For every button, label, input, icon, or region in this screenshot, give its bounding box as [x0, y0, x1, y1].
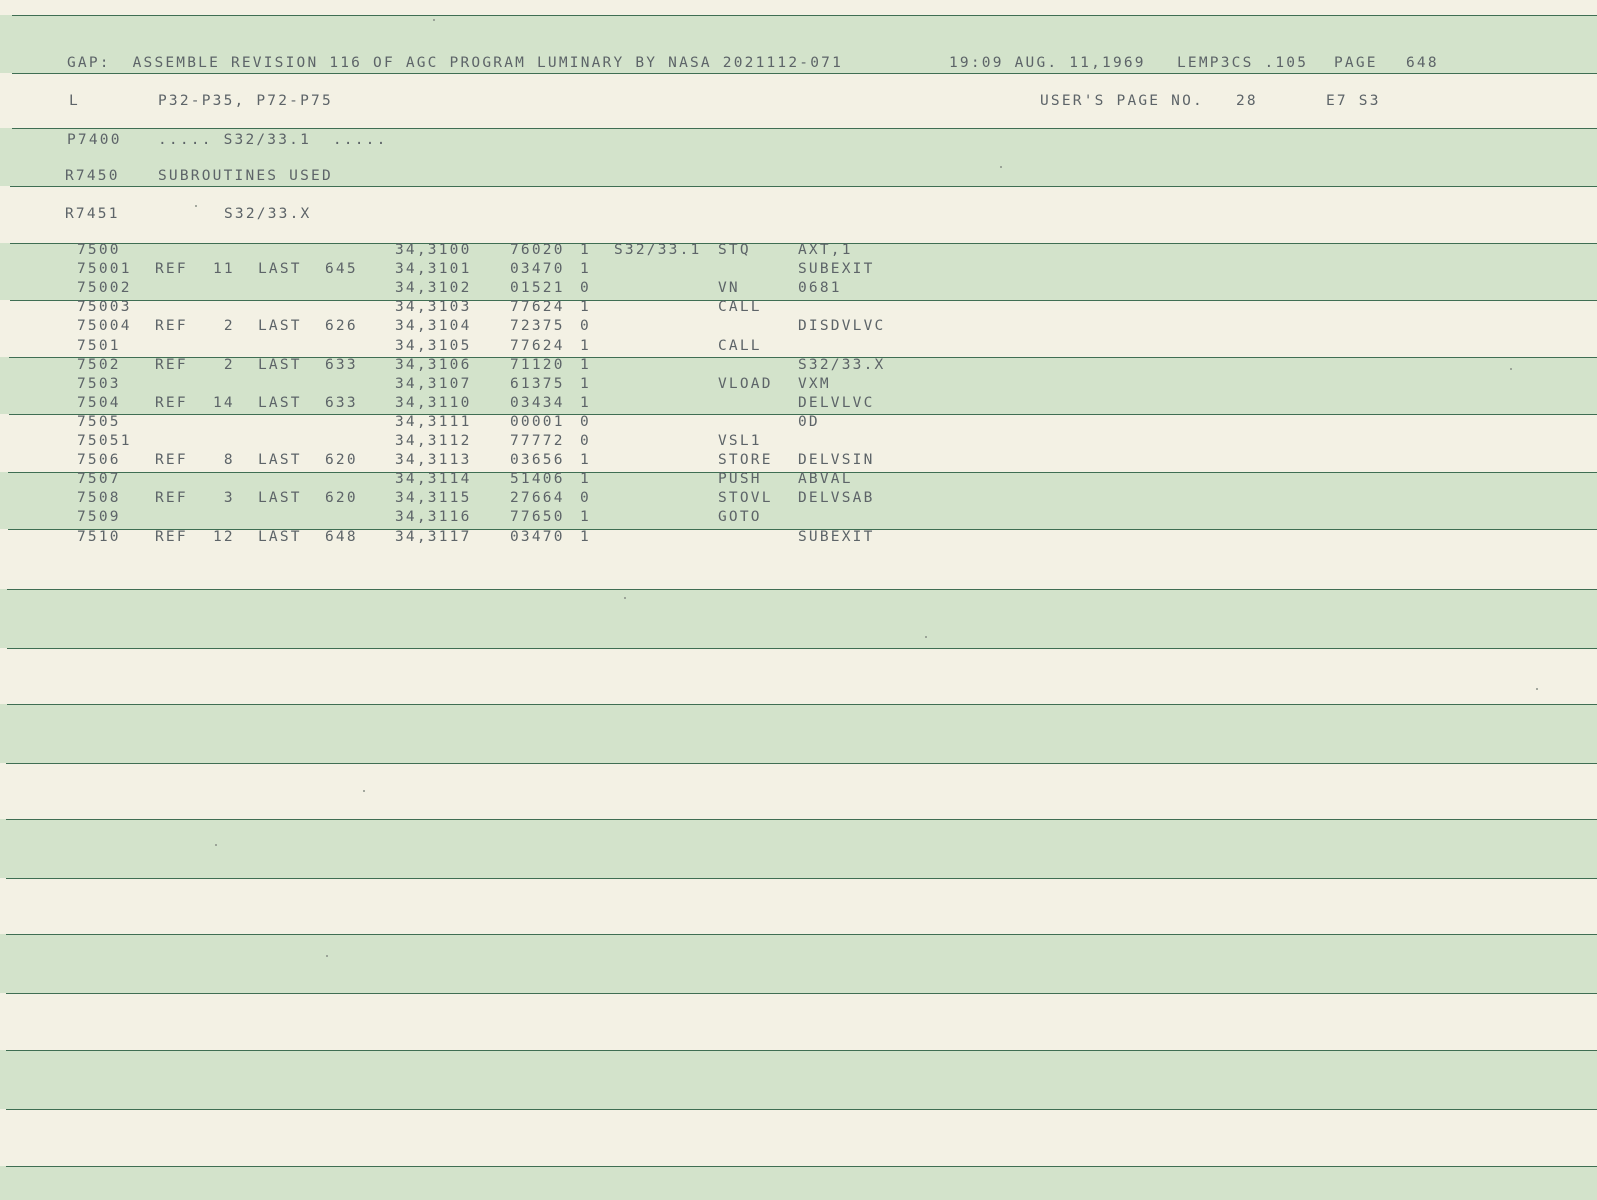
- band-rule: [6, 878, 1597, 879]
- listing-parity-bit: 1: [580, 509, 591, 526]
- listing-last-keyword: LAST: [258, 452, 302, 469]
- listing-address: 34,3113: [395, 452, 472, 469]
- listing-operand: DELVSAB: [798, 490, 875, 507]
- listing-row: [0, 375, 1597, 394]
- listing-address: 34,3116: [395, 509, 472, 526]
- paper-speck: [363, 790, 365, 792]
- listing-operand: DELVSIN: [798, 452, 875, 469]
- band-rule: [6, 819, 1597, 820]
- listing-address: 34,3103: [395, 299, 472, 316]
- listing-parity-bit: 1: [580, 299, 591, 316]
- listing-row: [0, 298, 1597, 317]
- listing-label: S32/33.1: [614, 242, 702, 258]
- subheader-code: E7 S3: [1326, 93, 1381, 109]
- subheader-flag: L: [69, 93, 80, 109]
- listing-line-number: 7505: [77, 413, 121, 430]
- band-rule: [7, 589, 1597, 590]
- listing-parity-bit: 1: [580, 375, 591, 392]
- listing-row: [0, 489, 1597, 508]
- listing-operand: 0681: [798, 280, 842, 297]
- listing-parity-bit: 0: [580, 413, 591, 430]
- listing-address: 34,3111: [395, 413, 472, 430]
- listing-octal-word: 77624: [510, 299, 565, 316]
- listing-line-number: 7509: [77, 509, 121, 526]
- listing-row: [0, 432, 1597, 451]
- listing-ref-keyword: REF: [155, 490, 188, 507]
- paper-speck: [624, 597, 626, 599]
- listing-line-number: 7501: [77, 337, 121, 354]
- band-rule: [12, 15, 1597, 16]
- header-timestamp: 19:09 AUG. 11,1969: [949, 55, 1146, 71]
- page-header: [0, 54, 1597, 73]
- listing-row: [0, 241, 1597, 260]
- listing-row: [0, 470, 1597, 489]
- listing-operand: SUBEXIT: [798, 528, 875, 545]
- listing-line-number: 75003: [77, 299, 132, 316]
- listing-ref-count: 8: [223, 452, 235, 469]
- listing-address: 34,3102: [395, 280, 472, 297]
- listing-octal-word: 76020: [510, 242, 565, 258]
- listing-ref-count: 11: [213, 261, 235, 278]
- band-rule: [7, 704, 1597, 705]
- listing-ref-count: 12: [213, 528, 235, 545]
- remark-text: SUBROUTINES USED: [158, 168, 333, 184]
- listing-octal-word: 03434: [510, 394, 565, 411]
- paper-speck: [215, 844, 217, 846]
- paper-band: [0, 934, 1597, 993]
- listing-opcode: CALL: [718, 299, 762, 316]
- remark-text: ..... S32/33.1 .....: [158, 132, 388, 148]
- listing-last-page: 633: [325, 356, 358, 373]
- listing-operand: DELVLVC: [798, 394, 875, 411]
- band-rule: [7, 648, 1597, 649]
- subheader-section: P32-P35, P72-P75: [158, 93, 333, 109]
- listing-address: 34,3107: [395, 375, 472, 392]
- listing-parity-bit: 1: [580, 528, 591, 545]
- listing-octal-word: 77772: [510, 433, 565, 449]
- listing-parity-bit: 1: [580, 471, 591, 488]
- listing-row: [0, 356, 1597, 375]
- listing-operand: S32/33.X: [798, 356, 886, 373]
- listing-parity-bit: 1: [580, 356, 591, 373]
- listing-row: [0, 317, 1597, 336]
- listing-octal-word: 71120: [510, 356, 565, 373]
- remark-line: [0, 205, 1597, 224]
- listing-opcode: PUSH: [718, 471, 762, 488]
- users-page-label: USER'S PAGE NO.: [1040, 93, 1204, 109]
- paper-speck: [1536, 688, 1538, 690]
- listing-operand: AXT,1: [798, 242, 853, 258]
- listing-parity-bit: 1: [580, 337, 591, 354]
- header-page-label: PAGE: [1334, 55, 1378, 71]
- listing-address: 34,3112: [395, 433, 472, 449]
- listing-octal-word: 61375: [510, 375, 565, 392]
- listing-address: 34,3104: [395, 318, 472, 335]
- listing-last-page: 648: [325, 528, 358, 545]
- paper-speck: [433, 19, 435, 21]
- listing-last-keyword: LAST: [258, 490, 302, 507]
- listing-octal-word: 77624: [510, 337, 565, 354]
- band-rule: [12, 73, 1597, 74]
- header-title: GAP: ASSEMBLE REVISION 116 OF AGC PROGRAM LUMINARY BY NASA 2021112-071: [67, 55, 844, 71]
- band-rule: [6, 1166, 1597, 1167]
- listing-address: 34,3115: [395, 490, 472, 507]
- listing-address: 34,3117: [395, 528, 472, 545]
- page-subheader: [0, 92, 1597, 111]
- remark-id: R7451: [65, 206, 120, 222]
- band-rule: [6, 1050, 1597, 1051]
- paper-band: [0, 1050, 1597, 1109]
- listing-operand: DISDVLVC: [798, 318, 886, 335]
- listing-row: [0, 528, 1597, 547]
- listing-row: [0, 413, 1597, 432]
- listing-line-number: 75002: [77, 280, 132, 297]
- remark-id: P7400: [67, 132, 122, 148]
- listing-octal-word: 51406: [510, 471, 565, 488]
- band-rule: [6, 763, 1597, 764]
- paper-speck: [326, 955, 328, 957]
- header-page-number: 648: [1406, 55, 1439, 71]
- listing-address: 34,3105: [395, 337, 472, 354]
- listing-ref-count: 2: [223, 356, 235, 373]
- band-rule: [10, 186, 1597, 187]
- listing-octal-word: 77650: [510, 509, 565, 526]
- listing-address: 34,3100: [395, 242, 472, 258]
- listing-opcode: STORE: [718, 452, 773, 469]
- listing-octal-word: 03470: [510, 261, 565, 278]
- listing-operand: VXM: [798, 375, 831, 392]
- band-rule: [12, 128, 1597, 129]
- listing-opcode: VSL1: [718, 433, 762, 449]
- listing-line-number: 7506: [77, 452, 121, 469]
- listing-line-number: 7500: [77, 242, 121, 258]
- listing-ref-keyword: REF: [155, 261, 188, 278]
- listing-ref-count: 2: [223, 318, 235, 335]
- remark-text: S32/33.X: [224, 206, 312, 222]
- remark-id: R7450: [65, 168, 120, 184]
- listing-last-page: 645: [325, 261, 358, 278]
- listing-line-number: 7504: [77, 394, 121, 411]
- paper-speck: [925, 636, 927, 638]
- listing-row: [0, 394, 1597, 413]
- listing-opcode: STOVL: [718, 490, 773, 507]
- listing-last-keyword: LAST: [258, 528, 302, 545]
- listing-row: [0, 451, 1597, 470]
- listing-line-number: 7508: [77, 490, 121, 507]
- listing-parity-bit: 1: [580, 394, 591, 411]
- band-rule: [6, 1109, 1597, 1110]
- listing-row: [0, 260, 1597, 279]
- listing-octal-word: 03656: [510, 452, 565, 469]
- listing-line-number: 7502: [77, 356, 121, 373]
- listing-opcode: GOTO: [718, 509, 762, 526]
- listing-line-number: 7503: [77, 375, 121, 392]
- listing-address: 34,3114: [395, 471, 472, 488]
- header-job: LEMP3CS .105: [1177, 55, 1309, 71]
- listing-opcode: VLOAD: [718, 375, 773, 392]
- listing-parity-bit: 0: [580, 490, 591, 507]
- listing-line-number: 75001: [77, 261, 132, 278]
- listing-last-page: 620: [325, 490, 358, 507]
- listing-octal-word: 72375: [510, 318, 565, 335]
- listing-parity-bit: 0: [580, 433, 591, 449]
- listing-line-number: 7510: [77, 528, 121, 545]
- listing-operand: ABVAL: [798, 471, 853, 488]
- listing-address: 34,3101: [395, 261, 472, 278]
- band-rule: [6, 934, 1597, 935]
- paper-band: [0, 704, 1597, 763]
- listing-line-number: 75051: [77, 433, 132, 449]
- listing-last-keyword: LAST: [258, 394, 302, 411]
- listing-ref-count: 14: [213, 394, 235, 411]
- listing-row: [0, 508, 1597, 527]
- remark-line: [0, 131, 1597, 150]
- listing-last-keyword: LAST: [258, 261, 302, 278]
- listing-parity-bit: 1: [580, 261, 591, 278]
- listing-ref-keyword: REF: [155, 528, 188, 545]
- listing-line-number: 7507: [77, 471, 121, 488]
- listing-opcode: CALL: [718, 337, 762, 354]
- listing-parity-bit: 0: [580, 280, 591, 297]
- users-page-number: 28: [1236, 93, 1258, 109]
- listing-last-page: 626: [325, 318, 358, 335]
- listing-line-number: 75004: [77, 318, 132, 335]
- listing-ref-count: 3: [223, 490, 235, 507]
- listing-parity-bit: 1: [580, 242, 591, 258]
- listing-row: [0, 337, 1597, 356]
- listing-operand: 0D: [798, 413, 820, 430]
- band-rule: [6, 993, 1597, 994]
- listing-row: [0, 279, 1597, 298]
- listing-ref-keyword: REF: [155, 394, 188, 411]
- listing-octal-word: 03470: [510, 528, 565, 545]
- listing-address: 34,3106: [395, 356, 472, 373]
- listing-ref-keyword: REF: [155, 356, 188, 373]
- listing-octal-word: 00001: [510, 413, 565, 430]
- listing-octal-word: 01521: [510, 280, 565, 297]
- listing-last-keyword: LAST: [258, 318, 302, 335]
- listing-ref-keyword: REF: [155, 452, 188, 469]
- listing-octal-word: 27664: [510, 490, 565, 507]
- listing-opcode: STQ: [718, 242, 751, 258]
- paper-band: [0, 1166, 1597, 1200]
- listing-ref-keyword: REF: [155, 318, 188, 335]
- listing-parity-bit: 0: [580, 318, 591, 335]
- remark-line: [0, 167, 1597, 186]
- paper-band: [0, 819, 1597, 878]
- listing-operand: SUBEXIT: [798, 261, 875, 278]
- paper-band: [0, 589, 1597, 648]
- listing-opcode: VN: [718, 280, 740, 297]
- listing-last-page: 620: [325, 452, 358, 469]
- listing-last-keyword: LAST: [258, 356, 302, 373]
- listing-address: 34,3110: [395, 394, 472, 411]
- listing-last-page: 633: [325, 394, 358, 411]
- listing-parity-bit: 1: [580, 452, 591, 469]
